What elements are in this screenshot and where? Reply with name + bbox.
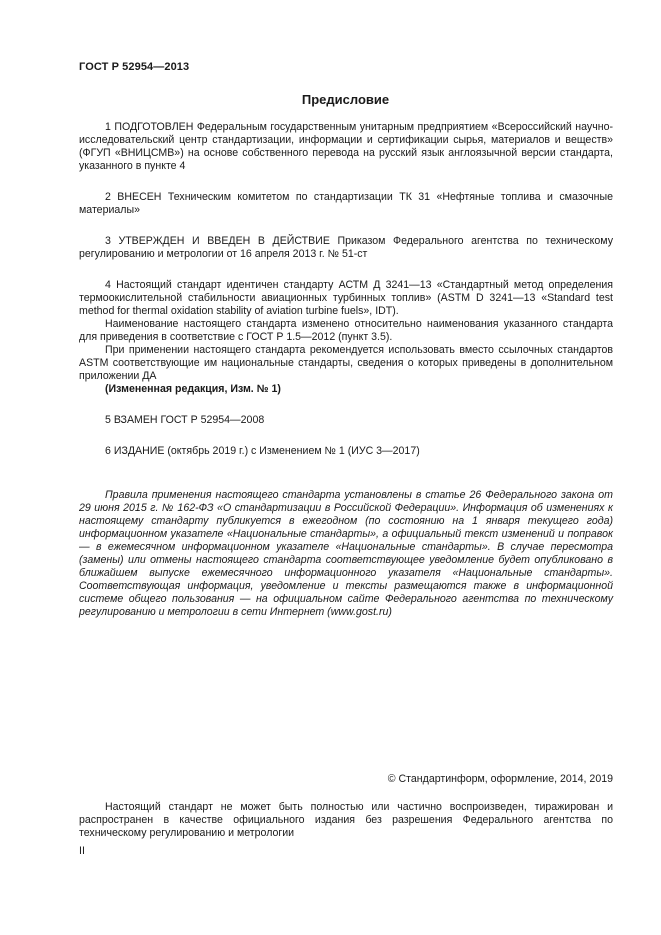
application-rules-notice: Правила применения настоящего стандарта установлены в статье 26 Федерального закона от 29 июня 2015 г. № 162-ФЗ «О стандартизации в Российской Федерации». Информация об изменениях к настоящему стандарту публикуется в ежегодном (по состоянию на 1 января текущего года) информационном указателе «Национальные стандарты», а официальный текст изменений и поправок — в ежемесячном информационном указателе «Национальные стандарты». В случае пересмотра (замены) или отмены настоящего стандарта соответствующее уведомление будет опубликовано в ближайшем выпуске ежемесячного информационного указателя «Национальные стандарты». Соответствующая информация, уведомление и тексты размещаются также в информационной системе общего пользования — на официальном сайте Федерального агентства по техническому регулированию и метрологии в сети Интернет (www.gost.ru): [79, 489, 613, 618]
standard-code-header: ГОСТ Р 52954—2013: [79, 61, 190, 73]
copyright-line: © Стандартинформ, оформление, 2014, 2019: [387, 773, 613, 785]
foreword-body: [79, 121, 613, 458]
paragraph-name-change: Наименование настоящего стандарта изменено относительно наименования указанного стандарта для приведения в соответствие с ГОСТ Р 1.5—2012 (пункт 3.5).: [79, 318, 613, 343]
page-title: Предисловие: [301, 92, 390, 107]
paragraph-replaces: 5 ВЗАМЕН ГОСТ Р 52954—2008: [105, 414, 265, 426]
page-number: II: [79, 845, 85, 857]
paragraph-submitted: 2 ВНЕСЕН Техническим комитетом по стандартизации ТК 31 «Нефтяные топлива и смазочные материалы»: [79, 191, 613, 216]
paragraph-identical: 4 Настоящий стандарт идентичен стандарту АСТМ Д 3241—13 «Стандартный метод определения термоокислительной стабильности авиационных турбинных топлив» (ASTM D 3241—13 «Standard test method for thermal oxidation stability of aviation turbine fuels», IDT).: [79, 279, 613, 317]
paragraph-references: При применении настоящего стандарта рекомендуется использовать вместо ссылочных стандартов ASTM соответствующие им национальные стандарты, сведения о которых приведены в дополнительном приложении ДА: [79, 344, 613, 382]
paragraph-edition: 6 ИЗДАНИЕ (октябрь 2019 г.) с Изменением № 1 (ИУС 3—2017): [105, 445, 420, 457]
reproduction-notice: Настоящий стандарт не может быть полностью или частично воспроизведен, тиражирован и распространен в качестве официального издания без разрешения Федерального агентства по техническому регулированию и метрологии: [79, 801, 613, 839]
paragraph-approved: 3 УТВЕРЖДЕН И ВВЕДЕН В ДЕЙСТВИЕ Приказом Федерального агентства по техническому регулированию и метрологии от 16 апреля 2013 г. № 51-ст: [79, 235, 613, 260]
paragraph-amendment-note: (Измененная редакция, Изм. № 1): [105, 383, 281, 395]
paragraph-prepared: 1 ПОДГОТОВЛЕН Федеральным государственным унитарным предприятием «Всероссийский научно-исследовательский центр стандартизации, информации и сертификации сырья, материалов и веществ» (ФГУП «ВНИЦСМВ») на основе собственного перевода на русский язык англоязычной версии стандарта, указанного в пункте 4: [79, 121, 613, 172]
